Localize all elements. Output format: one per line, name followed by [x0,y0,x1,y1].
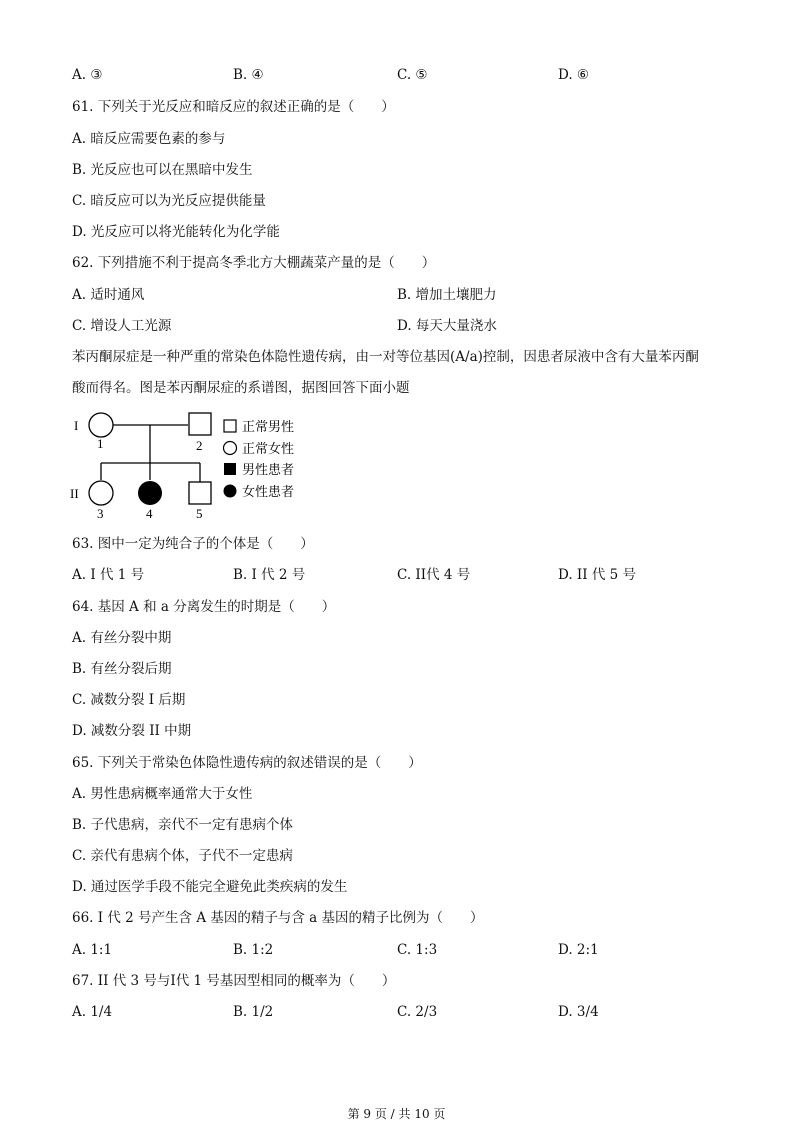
q60-option-a: A. ③ [72,67,103,83]
q62-stem: 62. 下列措施不利于提高冬季北方大棚蔬菜产量的是（ ） [72,255,436,271]
q67-option-d: D. 3/4 [558,1004,599,1020]
q64-stem: 64. 基因 A 和 a 分离发生的时期是（ ） [72,599,336,615]
id-1: 1 [97,436,104,451]
legend-affected-female-icon [224,485,237,498]
individual-II-4 [138,481,162,505]
individual-I-1 [89,413,113,437]
id-2: 2 [196,438,203,453]
q67-option-b: B. 1/2 [233,1004,274,1020]
generation-I-label: I [74,418,79,433]
legend-affected-male-icon [224,463,236,475]
legend-affected-male: 男性患者 [242,463,295,478]
individual-I-2 [189,413,211,435]
legend-normal-female: 正常女性 [242,442,295,457]
q62-option-c: C. 增设人工光源 [72,318,172,334]
q63-option-b: B. I 代 2 号 [233,567,306,583]
q64-option-a: A. 有丝分裂中期 [72,630,172,646]
id-3: 3 [97,506,104,521]
q63-option-a: A. I 代 1 号 [72,567,145,583]
q60-option-d: D. ⑥ [558,67,590,83]
pedigree-chart [70,408,310,523]
q65-option-c: C. 亲代有患病个体，子代不一定患病 [72,848,293,864]
q67-option-a: A. 1/4 [72,1004,113,1020]
q61-option-a: A. 暗反应需要色素的参与 [72,131,226,147]
q67-stem: 67. II 代 3 号与I代 1 号基因型相同的概率为（ ） [72,973,396,989]
q65-option-d: D. 通过医学手段不能完全避免此类疾病的发生 [72,879,348,895]
q66-option-c: C. 1:3 [397,942,438,958]
q63-option-c: C. II代 4 号 [397,567,471,583]
legend-normal-female-icon [224,442,237,455]
q63-stem: 63. 图中一定为纯合子的个体是（ ） [72,536,314,552]
q61-option-d: D. 光反应可以将光能转化为化学能 [72,224,280,240]
q62-option-a: A. 适时通风 [72,287,145,303]
q62-option-b: B. 增加土壤肥力 [397,287,497,303]
q65-option-a: A. 男性患病概率通常大于女性 [72,786,253,802]
individual-II-5 [189,482,211,504]
legend-normal-male-icon [224,420,236,432]
q64-option-b: B. 有丝分裂后期 [72,661,172,677]
page-footer: 第 9 页 / 共 10 页 [347,1107,446,1121]
generation-II-label: II [70,486,79,501]
q63-option-d: D. II 代 5 号 [558,567,637,583]
q61-option-b: B. 光反应也可以在黑暗中发生 [72,162,253,178]
q61-stem: 61. 下列关于光反应和暗反应的叙述正确的是（ ） [72,99,395,115]
q60-option-b: B. ④ [233,67,264,83]
q61-option-c: C. 暗反应可以为光反应提供能量 [72,193,266,209]
q65-option-b: B. 子代患病，亲代不一定有患病个体 [72,817,294,833]
q64-option-d: D. 减数分裂 II 中期 [72,723,192,739]
q64-option-c: C. 减数分裂 I 后期 [72,692,186,708]
q62-option-d: D. 每天大量浇水 [397,318,497,334]
q66-option-d: D. 2:1 [558,942,599,958]
legend-normal-male: 正常男性 [242,420,295,435]
individual-II-3 [89,481,113,505]
passage-line-2: 酸而得名。图是苯丙酮尿症的系谱图，据图回答下面小题 [72,380,410,396]
id-5: 5 [196,506,203,521]
q65-stem: 65. 下列关于常染色体隐性遗传病的叙述错误的是（ ） [72,755,422,771]
q66-option-a: A. 1:1 [72,942,113,958]
legend-affected-female: 女性患者 [242,485,295,500]
q60-option-c: C. ⑤ [397,67,428,83]
q66-option-b: B. 1:2 [233,942,274,958]
q67-option-c: C. 2/3 [397,1004,438,1020]
id-4: 4 [146,506,153,521]
q66-stem: 66. I 代 2 号产生含 A 基因的精子与含 a 基因的精子比例为（ ） [72,910,484,926]
passage-line-1: 苯丙酮尿症是一种严重的常染色体隐性遗传病，由一对等位基因(A/a)控制，因患者尿液中含有大量苯丙酮 [72,349,699,365]
